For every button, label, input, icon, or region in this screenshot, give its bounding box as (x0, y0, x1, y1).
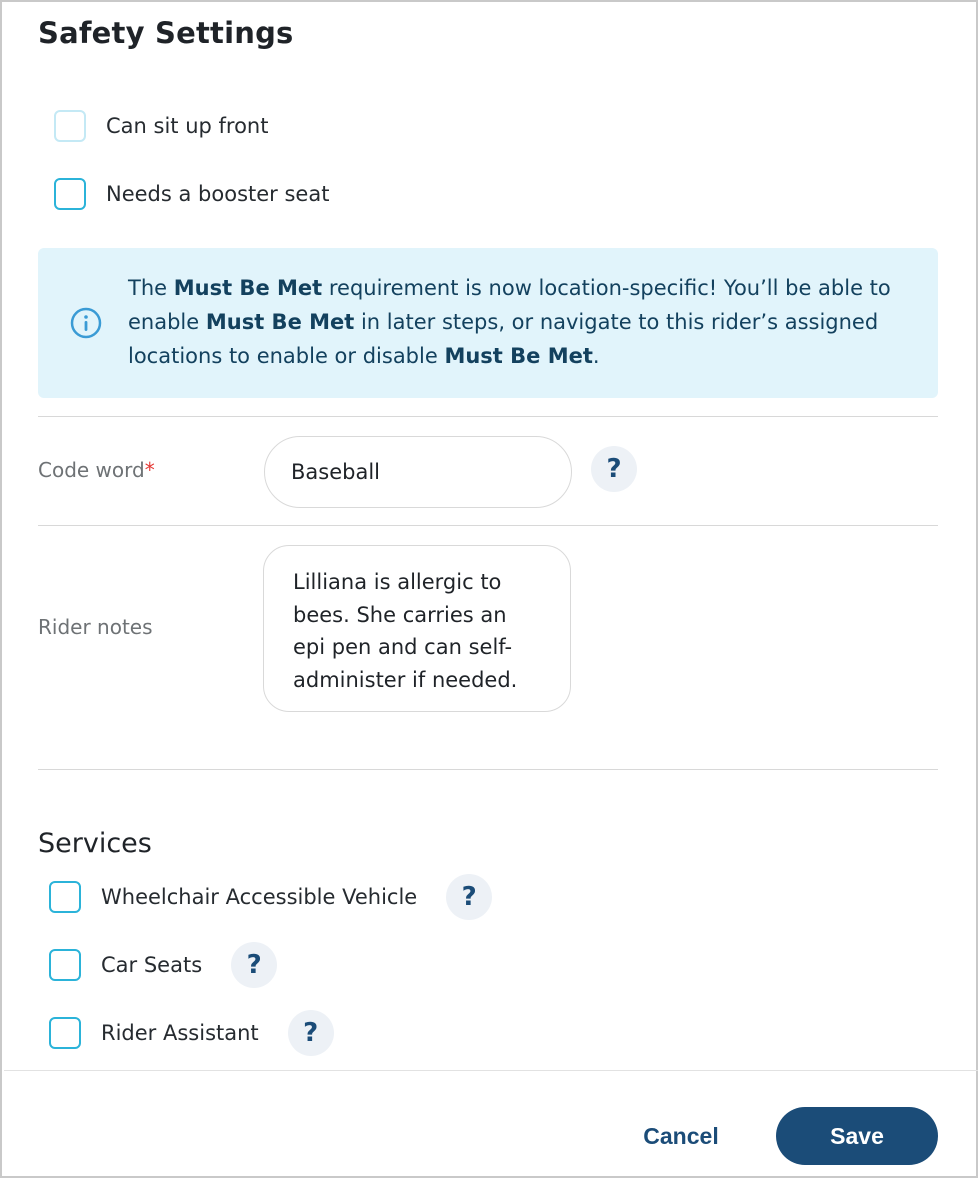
rider-assistant-help-button[interactable] (288, 1010, 334, 1056)
rider-notes-textarea[interactable]: Lilliana is allergic to bees. She carries an epi pen and can self-administer if needed. (263, 545, 571, 712)
info-banner-text-part: . (592, 344, 600, 368)
question-mark-icon: ? (246, 950, 262, 980)
option-can-sit-up-front[interactable] (54, 108, 268, 144)
info-icon (70, 307, 102, 339)
needs-booster-seat-label: Needs a booster seat (106, 182, 330, 206)
service-wheelchair-accessible-vehicle[interactable] (49, 874, 492, 920)
rider-assistant-checkbox[interactable] (49, 1017, 81, 1049)
required-marker: * (144, 458, 155, 482)
can-sit-up-front-label: Can sit up front (106, 114, 269, 138)
question-mark-icon: ? (461, 882, 477, 912)
car-seats-label: Car Seats (101, 953, 203, 977)
footer-divider (4, 1070, 978, 1071)
question-mark-icon: ? (303, 1018, 319, 1048)
page-title: Safety Settings (38, 16, 294, 50)
needs-booster-seat-checkbox[interactable] (54, 178, 86, 210)
info-banner-text-part: The (128, 276, 174, 300)
divider (38, 525, 938, 526)
rider-assistant-label: Rider Assistant (101, 1021, 259, 1045)
code-word-label-text: Code word (38, 458, 145, 482)
cancel-button[interactable]: Cancel (622, 1108, 740, 1164)
code-word-label (38, 458, 155, 482)
wheelchair-accessible-vehicle-help-button[interactable] (446, 874, 492, 920)
services-title: Services (38, 828, 152, 859)
info-banner-text-part: in later steps, or navigate to this rider’s assigned locations to enable or disable (128, 310, 879, 368)
save-button[interactable]: Save (776, 1107, 938, 1165)
wheelchair-accessible-vehicle-label: Wheelchair Accessible Vehicle (101, 885, 418, 909)
info-banner-text-part: requirement is now location-specific! You’ll be able to enable (128, 276, 891, 334)
rider-notes-label: Rider notes (38, 615, 153, 639)
question-mark-icon: ? (606, 454, 622, 484)
service-car-seats[interactable] (49, 942, 277, 988)
wheelchair-accessible-vehicle-checkbox[interactable] (49, 881, 81, 913)
divider (38, 769, 938, 770)
car-seats-help-button[interactable] (231, 942, 277, 988)
info-banner-emphasis: Must Be Met (205, 310, 355, 334)
code-word-input[interactable]: Baseball (264, 436, 572, 508)
code-word-help-button[interactable] (591, 446, 637, 492)
service-rider-assistant[interactable] (49, 1010, 334, 1056)
option-needs-booster-seat[interactable] (54, 176, 329, 212)
info-banner-emphasis: Must Be Met (444, 344, 593, 368)
info-banner-text (128, 271, 928, 373)
info-banner-emphasis: Must Be Met (173, 276, 323, 300)
must-be-met-info-banner (38, 248, 938, 398)
can-sit-up-front-checkbox[interactable] (54, 110, 86, 142)
car-seats-checkbox[interactable] (49, 949, 81, 981)
divider (38, 416, 938, 417)
